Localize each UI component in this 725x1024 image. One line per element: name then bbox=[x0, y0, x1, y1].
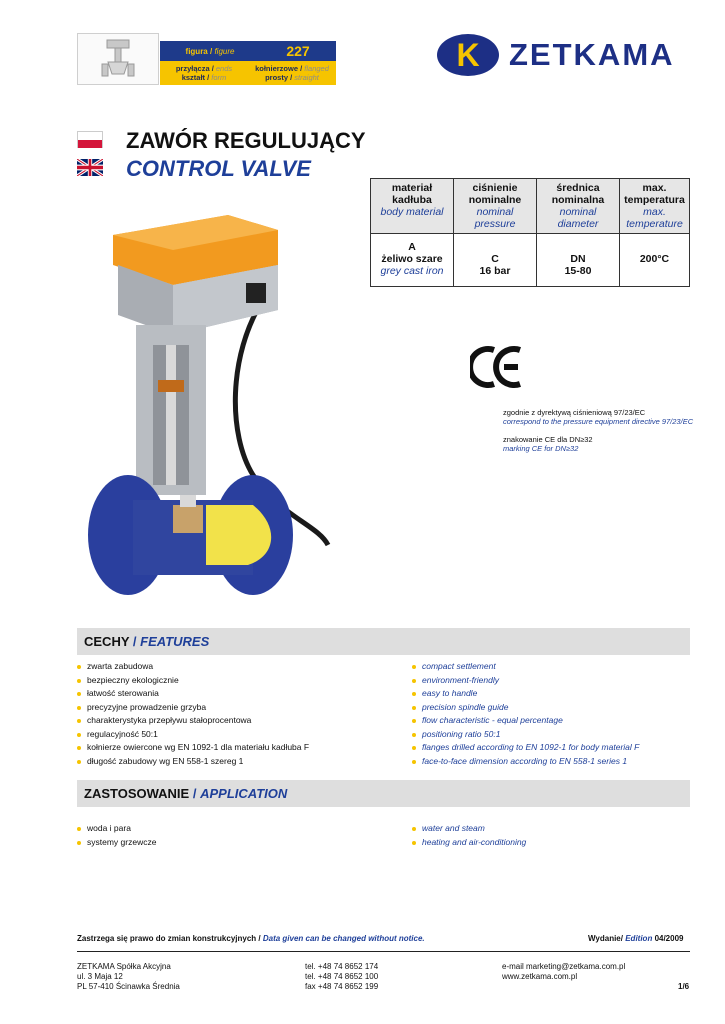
list-item: bezpieczny ekologicznie bbox=[77, 674, 397, 688]
ends-value: kołnierzowe bbox=[255, 64, 299, 73]
value-body-material: A żeliwo szare grey cast iron bbox=[371, 234, 454, 287]
list-item: heating and air-conditioning bbox=[412, 836, 702, 850]
logo-name: ZETKAMA bbox=[509, 37, 675, 72]
valve-photo bbox=[78, 205, 333, 605]
uk-flag-icon bbox=[77, 159, 103, 176]
list-item: woda i para bbox=[77, 822, 397, 836]
list-item: łatwość sterowania bbox=[77, 687, 397, 701]
header-nominal-pressure: ciśnienie nominalne nominal pressure bbox=[454, 179, 537, 234]
list-item: zwarta zabudowa bbox=[77, 660, 397, 674]
company-logo bbox=[437, 33, 675, 77]
polish-flag-icon bbox=[77, 131, 103, 148]
application-title-en: APPLICATION bbox=[200, 786, 288, 801]
list-item: water and steam bbox=[412, 822, 702, 836]
application-list-en bbox=[412, 822, 702, 849]
form-value-en: straight bbox=[294, 73, 319, 82]
application-header: ZASTOSOWANIE / APPLICATION bbox=[77, 780, 690, 807]
ends-value-en: flanged bbox=[304, 64, 329, 73]
page-title: ZAWÓR REGULUJĄCY bbox=[126, 128, 366, 153]
ce-mark-icon bbox=[470, 345, 524, 389]
company-address: ZETKAMA Spółka Akcyjna ul. 3 Maja 12 PL 57-410 Ścinawka Średnia bbox=[77, 962, 180, 991]
spec-table bbox=[370, 178, 690, 287]
ce-notes bbox=[503, 408, 693, 462]
company-web bbox=[502, 962, 625, 982]
list-item: flow characteristic - equal percentage bbox=[412, 714, 702, 728]
list-item: systemy grzewcze bbox=[77, 836, 397, 850]
figure-thumbnail bbox=[77, 33, 159, 85]
list-item: precision spindle guide bbox=[412, 701, 702, 715]
list-item: environment-friendly bbox=[412, 674, 702, 688]
valve-thumbnail-icon bbox=[78, 34, 158, 84]
features-title-en: FEATURES bbox=[140, 634, 210, 649]
list-item: precyzyjne prowadzenie grzyba bbox=[77, 701, 397, 715]
value-nominal-diameter: DN 15-80 bbox=[537, 234, 620, 287]
website-link[interactable]: www.zetkama.com.pl bbox=[502, 972, 578, 981]
form-label-en: form bbox=[211, 73, 227, 82]
page-number: 1/6 bbox=[678, 982, 690, 991]
email-link[interactable]: e-mail marketing@zetkama.com.pl bbox=[502, 962, 626, 971]
value-max-temperature: 200°C bbox=[620, 234, 690, 287]
list-item: positioning ratio 50:1 bbox=[412, 728, 702, 742]
ce-note1-en: correspond to the pressure equipment directive 97/23/EC bbox=[503, 417, 694, 426]
ce-note2: znakowanie CE dla DN≥32 bbox=[503, 435, 593, 444]
list-item: charakterystyka przepływu stałoprocentowa bbox=[77, 714, 397, 728]
header-max-temperature: max. temperatura max. temperature bbox=[620, 179, 690, 234]
footer-disclaimer: Zastrzega się prawo do zmian konstrukcyjnych / Data given can be changed without notice. bbox=[77, 934, 425, 943]
header-body-material: materiał kadłuba body material bbox=[371, 179, 454, 234]
list-item: kołnierze owiercone wg EN 1092-1 dla materiału kadłuba F bbox=[77, 741, 397, 755]
logo-letter: K bbox=[456, 37, 480, 73]
list-item: compact settlement bbox=[412, 660, 702, 674]
features-title: CECHY bbox=[84, 634, 130, 649]
company-phones: tel. +48 74 8652 174 tel. +48 74 8652 100 fax +48 74 8652 199 bbox=[305, 962, 379, 991]
footer-edition: Wydanie/ Edition 04/2009 bbox=[588, 934, 684, 943]
figure-number: 227 bbox=[286, 43, 310, 59]
features-list bbox=[77, 660, 397, 768]
application-list bbox=[77, 822, 397, 849]
list-item: face-to-face dimension according to EN 558-1 series 1 bbox=[412, 755, 702, 769]
ce-note1: zgodnie z dyrektywą ciśnieniową 97/23/EC bbox=[503, 408, 646, 417]
form-label: kształt bbox=[181, 73, 206, 82]
features-header: CECHY / FEATURES bbox=[77, 628, 690, 655]
footer-divider bbox=[77, 951, 690, 952]
list-item: flanges drilled according to EN 1092-1 for body material F bbox=[412, 741, 702, 755]
page-title-en: CONTROL VALVE bbox=[126, 156, 311, 181]
header-nominal-diameter: średnica nominalna nominal diameter bbox=[537, 179, 620, 234]
logo-k-icon bbox=[437, 34, 499, 76]
form-value: prosty bbox=[265, 73, 289, 82]
features-list-en bbox=[412, 660, 702, 768]
ends-label-en: ends bbox=[215, 64, 233, 73]
list-item: regulacyjność 50:1 bbox=[77, 728, 397, 742]
ce-note2-en: marking CE for DN≥32 bbox=[503, 444, 579, 453]
value-nominal-pressure: C 16 bar bbox=[454, 234, 537, 287]
ends-label: przyłącza bbox=[175, 64, 210, 73]
application-title: ZASTOSOWANIE bbox=[84, 786, 190, 801]
figure-info-box: figura / figure 227 przyłącza / ends kształt / form kołnierzowe / flanged prosty / straight bbox=[160, 41, 336, 85]
figure-label: figura bbox=[185, 46, 208, 56]
figure-label-en: figure bbox=[214, 46, 235, 56]
list-item: długość zabudowy wg EN 558-1 szereg 1 bbox=[77, 755, 397, 769]
list-item: easy to handle bbox=[412, 687, 702, 701]
